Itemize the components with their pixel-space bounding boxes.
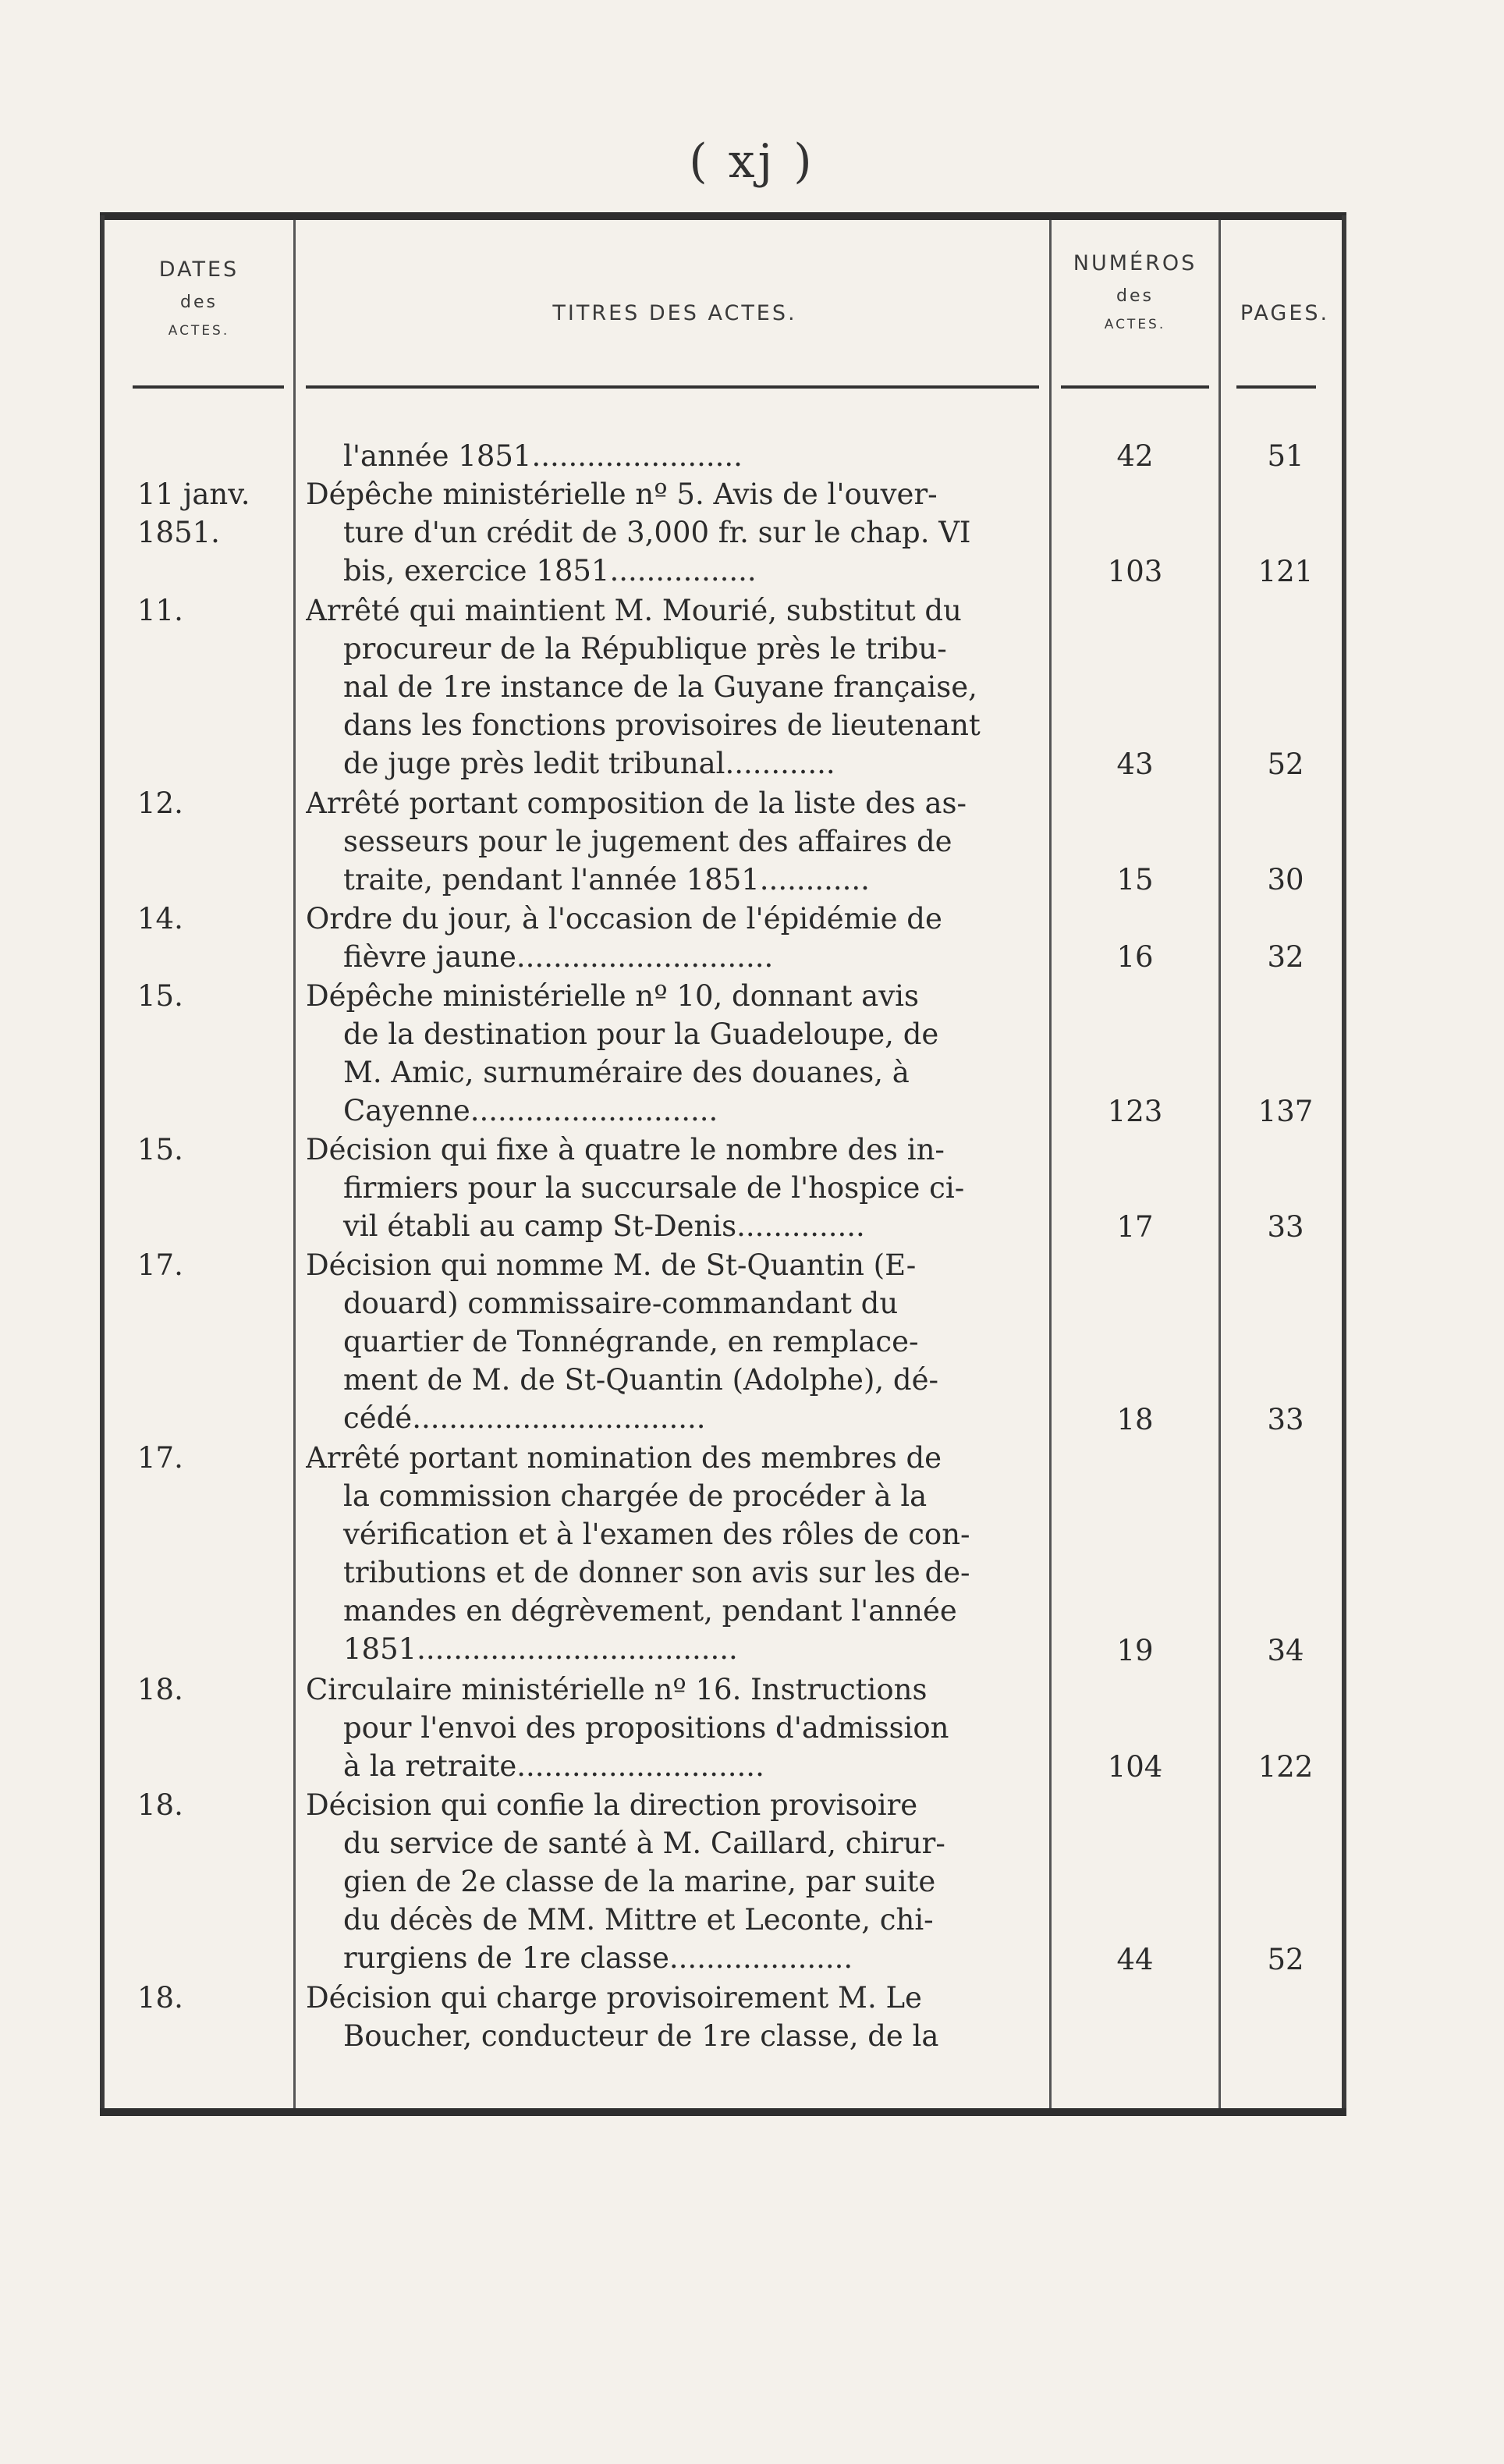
entry-title [306, 1786, 1044, 1977]
entry-title-line: procureur de la République près le tribu- [343, 631, 947, 666]
entry-title-line: M. Amic, surnuméraire des douanes, à [343, 1055, 910, 1089]
table-bottom-rule [100, 2108, 1346, 2116]
entry-date: 11 janv. 1851. [137, 478, 250, 550]
entry-title-line: de juge près ledit tribunal............ [343, 746, 835, 780]
entry-title-line: Arrêté portant nomination des membres de [306, 1441, 942, 1475]
entry-date: 17. [137, 1441, 183, 1475]
entry-page: 33 [1267, 1403, 1304, 1436]
entry-title-line: de la destination pour la Guadeloupe, de [343, 1017, 939, 1051]
header-dates: DATES des ACTES. [158, 257, 239, 339]
column-divider-numeros [1218, 220, 1221, 2108]
entry-title-line: Décision qui nomme M. de St-Quantin (E- [306, 1248, 917, 1283]
entry-title-line: nal de 1re instance de la Guyane française, [343, 669, 977, 704]
entry-numero: 43 [1116, 747, 1154, 782]
header-underline-titles [306, 385, 1039, 389]
entry-title-line: cédé................................ [343, 1401, 706, 1436]
entry-title-line: dans les fonctions provisoires de lieutenant [343, 708, 981, 742]
entry-title-line: Décision qui fixe à quatre le nombre des in- [306, 1133, 945, 1167]
entry-numero: 19 [1116, 1634, 1154, 1668]
entry-title-line: 1851................................... [343, 1632, 738, 1667]
header-underline-dates [133, 385, 284, 389]
entry-title [306, 475, 1044, 590]
entry-title-line: pour l'envoi des propositions d'admission [343, 1710, 949, 1745]
entry-title-line: bis, exercice 1851................ [343, 554, 757, 588]
entry-title-line: Décision qui charge provisoirement M. Le [306, 1981, 922, 2015]
entry-date: 18. [137, 1981, 183, 2015]
entry-title-line: vérification et à l'examen des rôles de con- [343, 1518, 970, 1552]
header-numeros: NUMÉROS des ACTES. [1073, 251, 1197, 332]
entry-page: 51 [1267, 439, 1304, 473]
entry-title [306, 1979, 1044, 2055]
header-titles: TITRES DES ACTES. [552, 301, 797, 325]
entry-date: 12. [137, 786, 183, 820]
entry-title-line: sesseurs pour le jugement des affaires de [343, 824, 952, 858]
entry-date: 14. [137, 901, 183, 936]
entry-title-line: douard) commissaire-commandant du [343, 1287, 899, 1321]
entry-title-line: firmiers pour la succursale de l'hospice ci- [343, 1171, 965, 1205]
entry-date: 17. [137, 1248, 183, 1283]
entry-numero: 103 [1107, 555, 1163, 589]
entry-title-line: tributions et de donner son avis sur les de- [343, 1556, 970, 1590]
column-divider-dates [293, 220, 296, 2108]
entry-date: 15. [137, 1133, 183, 1167]
entry-title-line: Circulaire ministérielle nº 16. Instructions [306, 1672, 928, 1706]
entry-numero: 15 [1116, 863, 1154, 897]
entry-numero: 104 [1107, 1749, 1163, 1784]
page-number: ( xj ) [689, 134, 815, 189]
entry-title-line: vil établi au camp St-Denis.............. [343, 1209, 865, 1244]
entry-page: 137 [1257, 1094, 1314, 1128]
entry-page: 122 [1257, 1749, 1314, 1784]
entry-date: 18. [137, 1672, 183, 1706]
header-underline-pages [1236, 385, 1316, 389]
entry-title-line: Dépêche ministérielle nº 10, donnant avis [306, 978, 919, 1013]
entry-page: 30 [1267, 863, 1304, 897]
entry-title [306, 900, 1044, 976]
entry-title-line: Dépêche ministérielle nº 5. Avis de l'ouver- [306, 478, 938, 512]
entry-numero: 42 [1116, 439, 1154, 473]
entry-numero: 16 [1116, 940, 1154, 975]
header-underline-numeros [1061, 385, 1209, 389]
entry-title [306, 591, 1044, 783]
entry-page: 52 [1267, 1942, 1304, 1976]
entry-title [306, 1439, 1044, 1668]
entry-page: 52 [1267, 747, 1304, 782]
entry-title-line: du décès de MM. Mittre et Leconte, chi- [343, 1903, 934, 1937]
entry-title-line: Arrêté qui maintient M. Mourié, substitut du [306, 593, 962, 627]
entry-page: 34 [1267, 1634, 1304, 1668]
entry-numero: 17 [1116, 1210, 1154, 1244]
entry-page: 121 [1257, 555, 1314, 589]
entry-numero: 44 [1116, 1942, 1154, 1976]
entry-title [306, 1670, 1044, 1785]
entry-date: 18. [137, 1788, 183, 1822]
entry-title-line: l'année 1851....................... [343, 439, 743, 473]
entry-numero: 123 [1107, 1094, 1163, 1128]
header-pages: PAGES. [1240, 301, 1330, 325]
entry-numero: 18 [1116, 1403, 1154, 1436]
entry-page: 33 [1267, 1210, 1304, 1244]
column-divider-titles [1049, 220, 1052, 2108]
entry-date: 11. [137, 593, 183, 627]
entry-title-line: gien de 2e classe de la marine, par suite [343, 1865, 936, 1898]
entry-title-line: Décision qui confie la direction provisoire [306, 1788, 918, 1822]
entry-title-line: mandes en dégrèvement, pendant l'année [343, 1594, 957, 1628]
entry-title [306, 977, 1044, 1130]
entry-title-line: la commission chargée de procéder à la [343, 1479, 928, 1514]
entry-title-line: traite, pendant l'année 1851............ [343, 862, 870, 896]
entry-title-line: rurgiens de 1re classe.................... [343, 1941, 853, 1975]
entry-title [306, 784, 1044, 899]
entry-title-line: quartier de Tonnégrande, en remplace- [343, 1325, 919, 1359]
entry-title-line: Arrêté portant composition de la liste des as- [306, 786, 967, 820]
entry-title [306, 1246, 1044, 1437]
entry-title-line: Cayenne........................... [343, 1093, 718, 1127]
entry-title-line: ture d'un crédit de 3,000 fr. sur le chap. VI [343, 516, 971, 550]
entry-title [306, 437, 1044, 475]
entry-page: 32 [1267, 940, 1304, 975]
entry-title-line: Ordre du jour, à l'occasion de l'épidémie de [306, 901, 942, 936]
entry-title-line: fièvre jaune............................ [343, 939, 774, 974]
entry-title-line: du service de santé à M. Caillard, chirur- [343, 1827, 945, 1860]
entry-title-line: à la retraite........................... [343, 1749, 764, 1783]
entry-title-line: Boucher, conducteur de 1re classe, de la [343, 2019, 939, 2053]
entry-date: 15. [137, 978, 183, 1013]
entry-title-line: ment de M. de St-Quantin (Adolphe), dé- [343, 1363, 938, 1397]
entry-title [306, 1131, 1044, 1245]
